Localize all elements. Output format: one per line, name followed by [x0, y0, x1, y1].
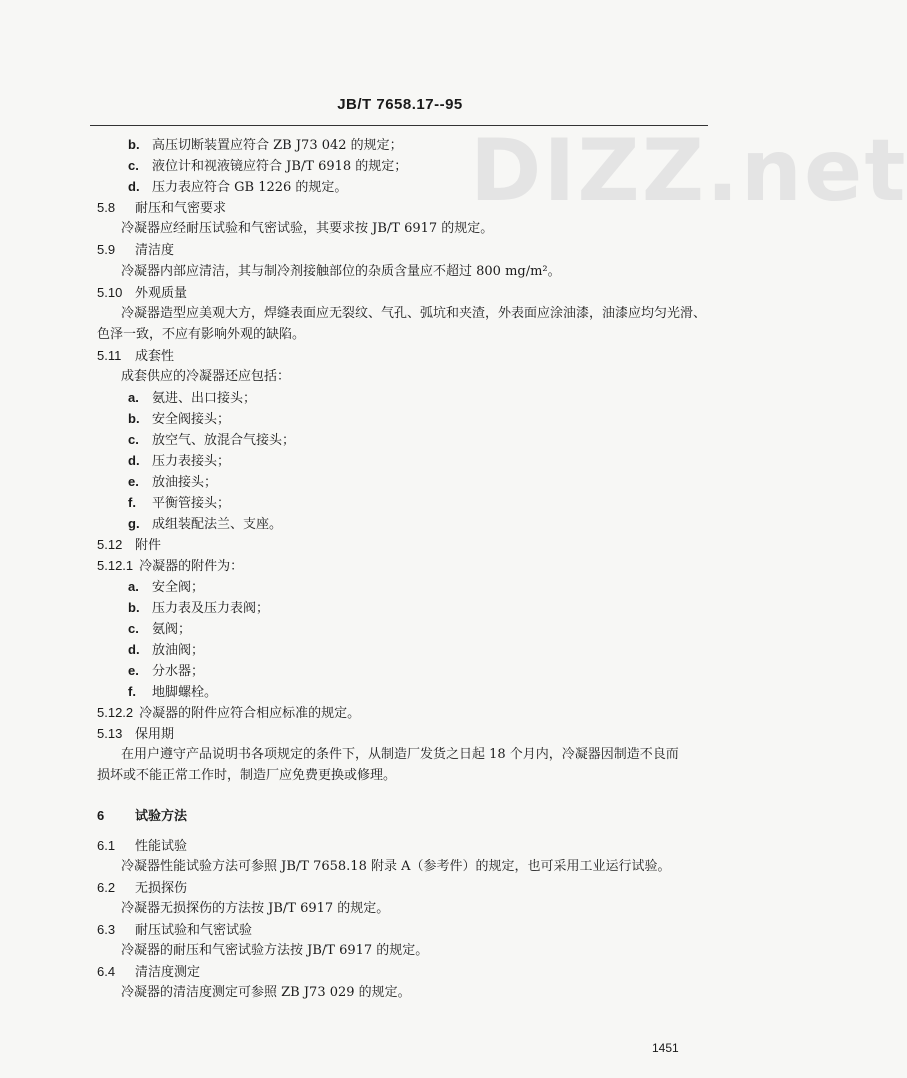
text-line [128, 411, 230, 428]
text-line [128, 600, 269, 617]
text-line [97, 922, 252, 939]
line-text: 清洁度测定 [135, 965, 201, 980]
text-line [97, 808, 187, 825]
section-number: 6.4 [97, 964, 116, 979]
list-label: c. [128, 158, 139, 173]
list-label: c. [128, 621, 139, 636]
text-line [128, 158, 407, 175]
text-line [121, 985, 411, 1001]
list-label: b. [128, 137, 140, 152]
line-text: 成套性 [135, 349, 175, 364]
line-text: 冷凝器的耐压和气密试验方法按 JB/T 6917 的规定。 [121, 943, 429, 958]
line-text: 冷凝器的清洁度测定可参照 ZB J73 029 的规定。 [121, 985, 411, 1000]
text-line [128, 453, 230, 470]
list-label: c. [128, 432, 139, 447]
section-number: 5.12.1 [97, 558, 134, 573]
list-label: b. [128, 411, 140, 426]
line-text: 压力表接头； [152, 454, 231, 469]
line-text: 性能试验 [135, 839, 188, 854]
line-text: 冷凝器无损探伤的方法按 JB/T 6917 的规定。 [121, 901, 390, 916]
list-label: d. [128, 453, 140, 468]
text-line [97, 838, 187, 855]
list-label: e. [128, 663, 139, 678]
text-line [128, 137, 403, 154]
text-line [128, 474, 217, 491]
list-label: e. [128, 474, 139, 489]
list-label: f. [128, 684, 136, 699]
page-number: 1451 [652, 1041, 679, 1055]
line-text: 氨进、出口接头； [152, 391, 257, 406]
line-text: 氨阀； [152, 622, 192, 637]
section-number: 5.13 [97, 726, 123, 741]
line-text: 冷凝器的附件为： [139, 559, 244, 574]
section-number: 5.12.2 [97, 705, 134, 720]
header-rule [90, 125, 708, 126]
line-text: 放空气、放混合气接头； [152, 433, 296, 448]
text-line [121, 859, 671, 875]
line-text: 损坏或不能正常工作时，制造厂应免费更换或修理。 [97, 768, 397, 783]
list-label: d. [128, 642, 140, 657]
line-text: 地脚螺栓。 [152, 685, 218, 700]
list-label: g. [128, 516, 140, 531]
page-header: JB/T 7658.17--95 [337, 96, 463, 113]
list-label: d. [128, 179, 140, 194]
text-line [97, 242, 174, 259]
text-line [97, 348, 174, 365]
line-text: 放油接头； [152, 475, 218, 490]
section-number: 6.3 [97, 922, 116, 937]
text-line [121, 221, 493, 237]
line-text: 液位计和视液镜应符合 JB/T 6918 的规定； [152, 159, 408, 174]
line-text: 分水器； [152, 664, 205, 679]
text-line [128, 516, 282, 533]
section-number: 5.8 [97, 200, 116, 215]
text-line [97, 964, 200, 981]
section-number: 6.2 [97, 880, 116, 895]
text-line [121, 747, 679, 763]
line-text: 平衡管接头； [152, 496, 231, 511]
text-line [97, 768, 396, 784]
text-line [128, 390, 256, 407]
section-number: 6.1 [97, 838, 116, 853]
text-line [128, 684, 217, 701]
line-text: 耐压和气密要求 [135, 201, 227, 216]
line-text: 清洁度 [135, 243, 175, 258]
text-line [121, 264, 561, 280]
watermark: DIZZ.net [470, 121, 907, 221]
line-text: 耐压试验和气密试验 [135, 923, 253, 938]
text-line [128, 642, 204, 659]
text-line [97, 705, 360, 722]
line-text: 无损探伤 [135, 881, 188, 896]
text-line [128, 579, 204, 596]
line-text: 压力表及压力表阀； [152, 601, 270, 616]
text-line [128, 663, 204, 680]
line-text: 成组装配法兰、支座。 [152, 517, 283, 532]
text-line [121, 306, 706, 322]
line-text: 附件 [135, 538, 162, 553]
line-text: 成套供应的冷凝器还应包括： [121, 369, 291, 384]
line-text: 试验方法 [135, 809, 188, 824]
text-line [97, 327, 305, 343]
text-line [128, 495, 230, 512]
line-text: 冷凝器的附件应符合相应标准的规定。 [139, 706, 361, 721]
list-label: a. [128, 390, 139, 405]
text-line [97, 200, 226, 217]
line-text: 放油阀； [152, 643, 205, 658]
text-line [97, 285, 187, 302]
line-text: 高压切断装置应符合 ZB J73 042 的规定； [152, 138, 403, 153]
line-text: 冷凝器造型应美观大方，焊缝表面应无裂纹、气孔、弧坑和夹渣，外表面应涂油漆，油漆应均匀光滑、 [121, 306, 707, 321]
line-text: 保用期 [135, 727, 175, 742]
text-line [97, 880, 187, 897]
line-text: 冷凝器性能试验方法可参照 JB/T 7658.18 附录 A（参考件）的规定，也可采用工业运行试验。 [121, 859, 671, 874]
line-text: 压力表应符合 GB 1226 的规定。 [152, 180, 348, 195]
line-text: 在用户遵守产品说明书各项规定的条件下，从制造厂发货之日起 18 个月内，冷凝器因制造不良而 [121, 747, 679, 762]
section-number: 5.10 [97, 285, 123, 300]
section-number: 5.9 [97, 242, 116, 257]
section-number: 6 [97, 808, 105, 823]
line-text: 外观质量 [135, 286, 188, 301]
text-line [97, 726, 174, 743]
list-label: f. [128, 495, 136, 510]
section-number: 5.11 [97, 348, 122, 363]
text-line [121, 369, 290, 385]
list-label: a. [128, 579, 139, 594]
text-line [128, 432, 295, 449]
list-label: b. [128, 600, 140, 615]
text-line [97, 558, 243, 575]
line-text: 安全阀； [152, 580, 205, 595]
line-text: 冷凝器内部应清洁，其与制冷剂接触部位的杂质含量应不超过 800 mg/m²。 [121, 264, 561, 279]
text-line [121, 943, 428, 959]
text-line [128, 179, 347, 196]
text-line [97, 537, 161, 554]
line-text: 冷凝器应经耐压试验和气密试验，其要求按 JB/T 6917 的规定。 [121, 221, 494, 236]
section-number: 5.12 [97, 537, 123, 552]
line-text: 安全阀接头； [152, 412, 231, 427]
text-line [128, 621, 191, 638]
line-text: 色泽一致，不应有影响外观的缺陷。 [97, 327, 306, 342]
text-line [121, 901, 389, 917]
